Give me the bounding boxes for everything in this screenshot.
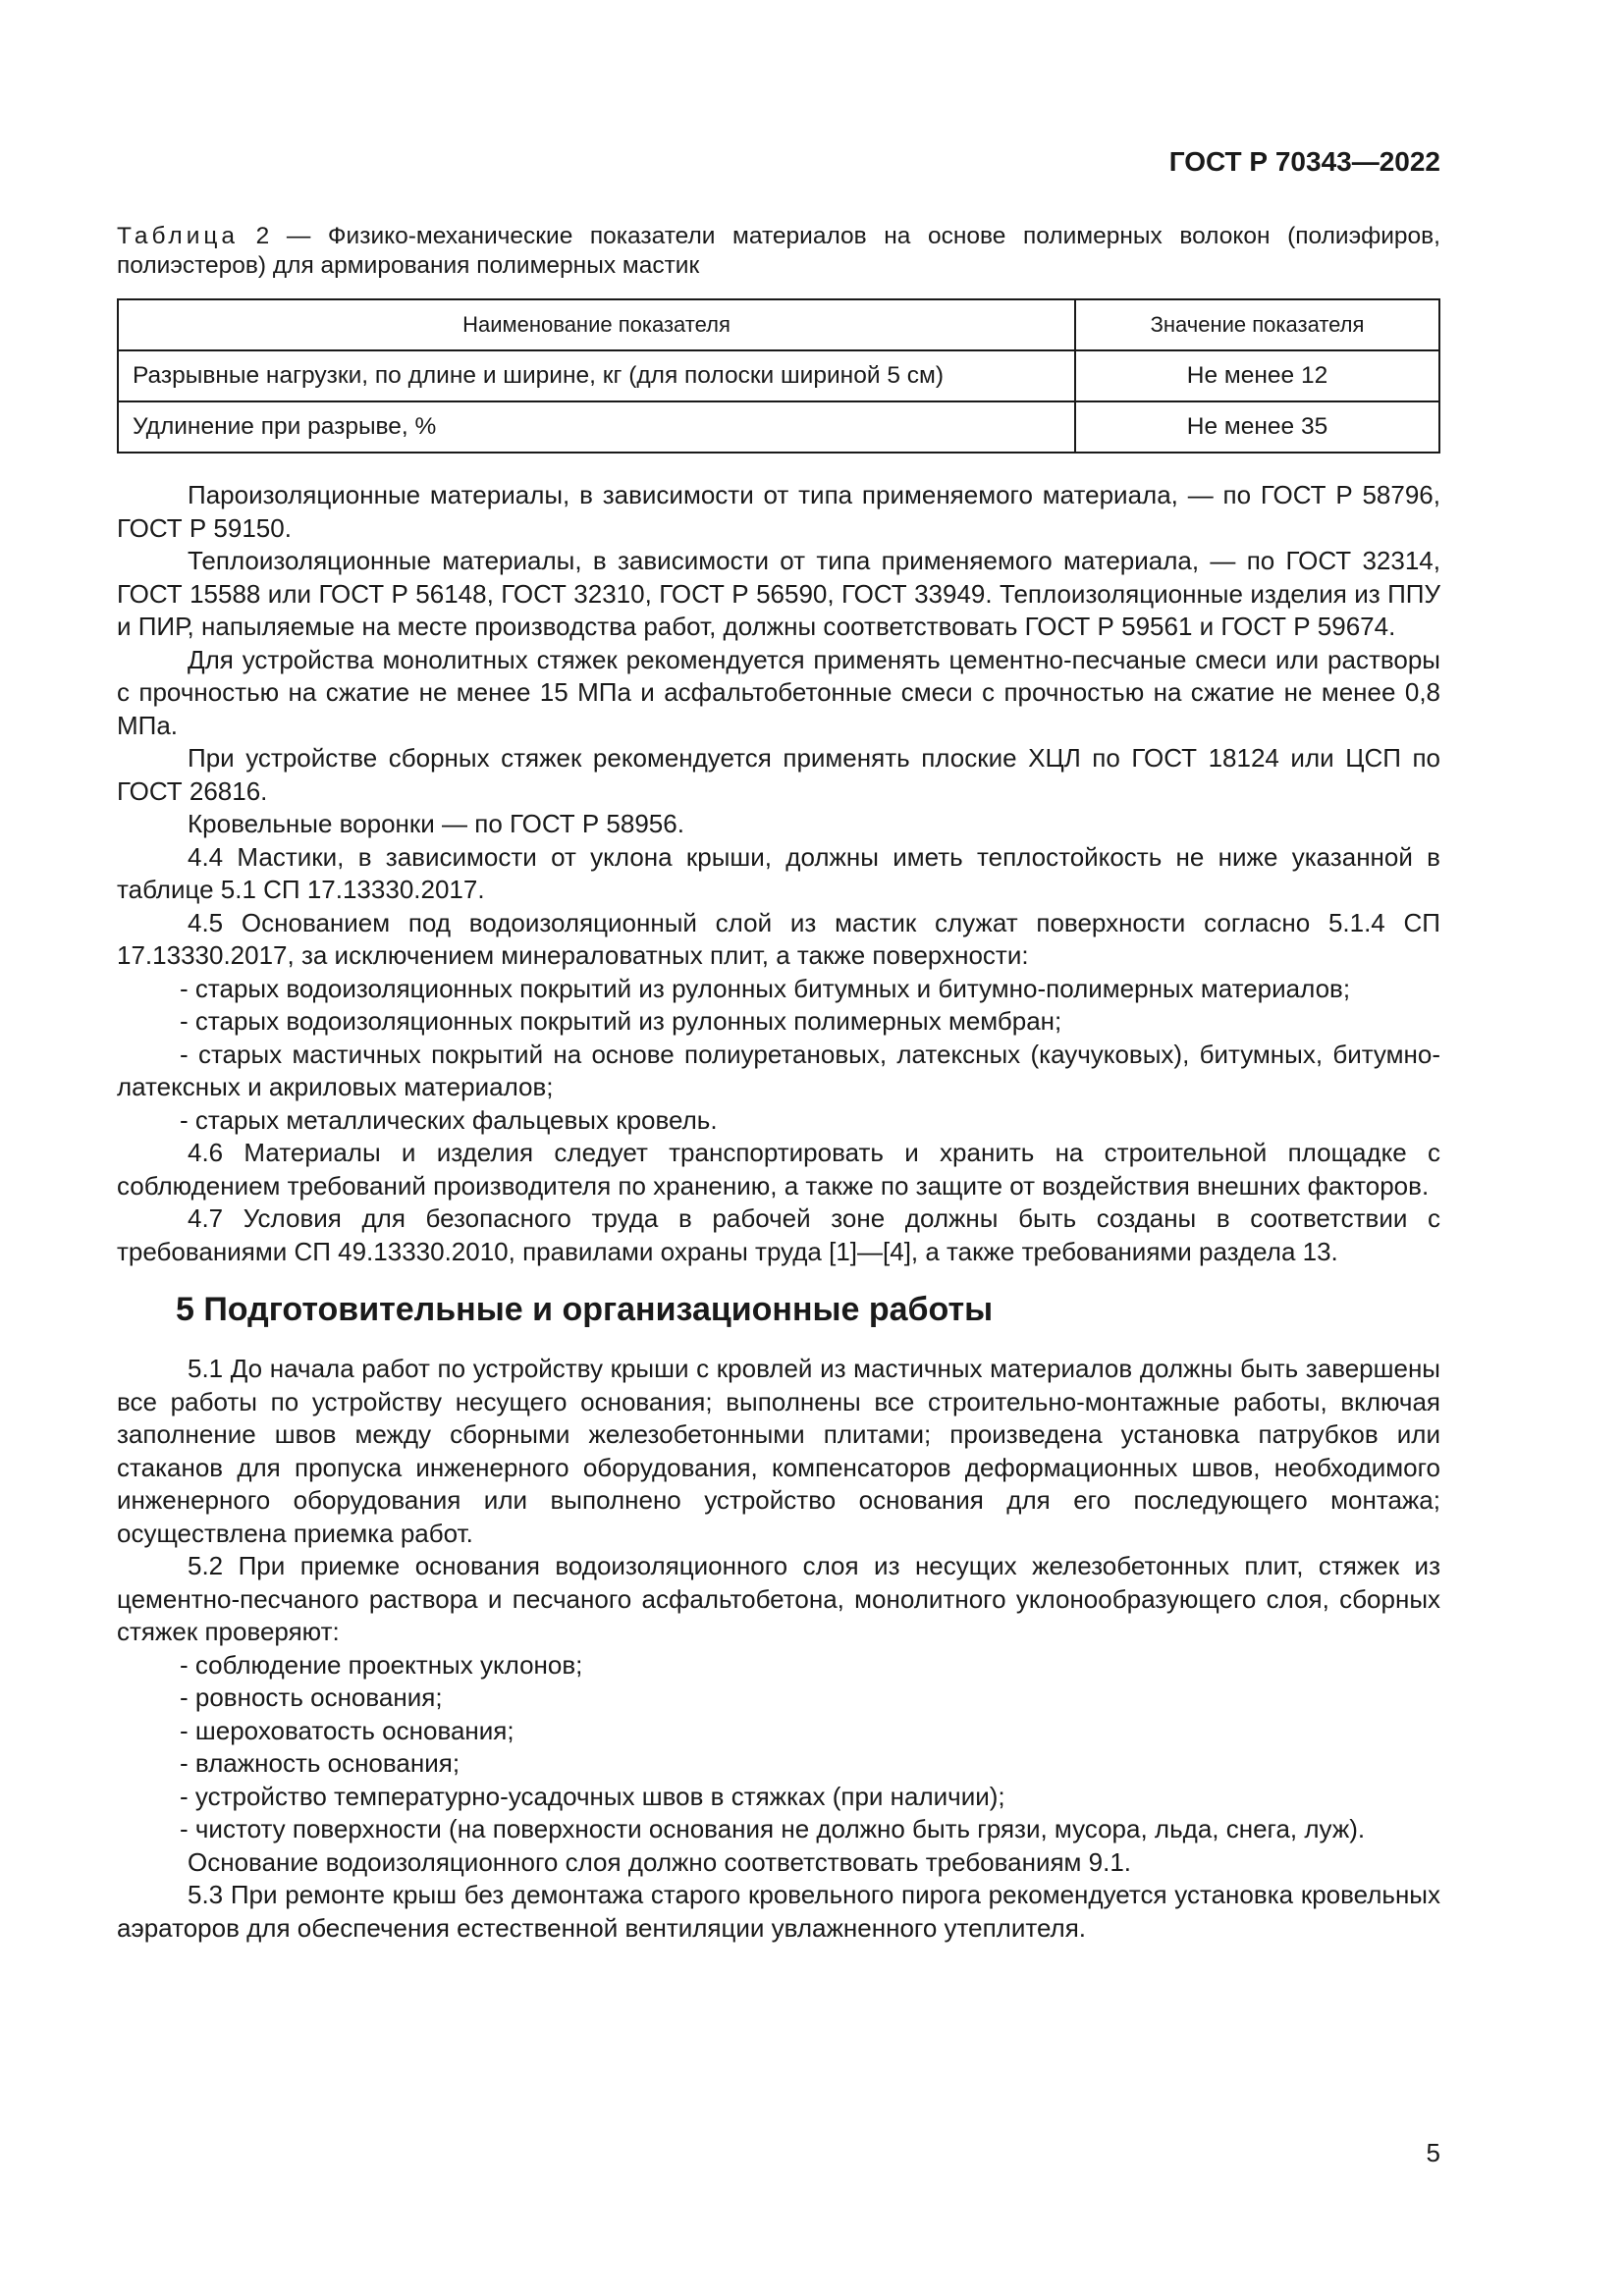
list-item: - соблюдение проектных уклонов; xyxy=(180,1649,583,1680)
list-item: - старых водоизоляционных покрытий из рулонных полимерных мембран; xyxy=(180,1006,1062,1036)
paragraph: 5.1 До начала работ по устройству крыши с кровлей из мастичных материалов должны быть завершены все работы по устройству несущего основания; выполнены все строительно-монтажные работы, включая заполнение швов между сборными железобетонными плитами; произведена установка патрубков или стаканов для пропуска инженерного оборудования, компенсаторов деформационных швов, необходимого инженерного оборудования или выполнено устройство основания для его последующего монтажа; осуществлена приемка работ. xyxy=(117,1354,1440,1548)
table-row xyxy=(118,401,1439,453)
page-number: 5 xyxy=(1426,2138,1440,2167)
section-heading: 5 Подготовительные и организационные работы xyxy=(176,1291,994,1328)
list-item: - влажность основания; xyxy=(180,1748,460,1778)
document-code-header: ГОСТ Р 70343—2022 xyxy=(1168,146,1440,177)
paragraph: 4.7 Условия для безопасного труда в рабочей зоне должны быть созданы в соответствии с требованиями СП 49.13330.2010, правилами охраны труда [1]—[4], а также требованиями раздела 13. xyxy=(117,1203,1440,1266)
paragraph: 5.3 При ремонте крыш без демонтажа старого кровельного пирога рекомендуется установка кровельных аэраторов для обеспечения естественной вентиляции увлажненного утеплителя. xyxy=(117,1880,1440,1943)
paragraph: 4.6 Материалы и изделия следует транспортировать и хранить на строительной площадке с соблюдением требований производителя по хранению, а также по защите от воздействия внешних факторов. xyxy=(117,1138,1440,1201)
list-item: - устройство температурно-усадочных швов в стяжках (при наличии); xyxy=(180,1781,1005,1811)
paragraph: Теплоизоляционные материалы, в зависимости от типа применяемого материала, — по ГОСТ 32314, ГОСТ 15588 или ГОСТ Р 56148, ГОСТ 32310, ГОСТ Р 56590, ГОСТ 33949. Теплоизоляционные изделия из ППУ и ПИР, напыляемые на месте производства работ, должны соответствовать ГОСТ Р 59561 и ГОСТ Р 59674. xyxy=(117,546,1440,641)
paragraph: 4.4 Мастики, в зависимости от уклона крыши, должны иметь теплостойкость не ниже указанной в таблице 5.1 СП 17.13330.2017. xyxy=(117,841,1440,904)
list-item: - чистоту поверхности (на поверхности основания не должно быть грязи, мусора, льда, снега, луж). xyxy=(180,1814,1366,1843)
indicators-table xyxy=(117,298,1440,454)
paragraph: 4.5 Основанием под водоизоляционный слой из мастик служат поверхности согласно 5.1.4 СП 17.13330.2017, за исключением минераловатных плит, а также поверхности: xyxy=(117,907,1440,970)
table-cell: Разрывные нагрузки, по длине и ширине, кг (для полоски шириной 5 см) xyxy=(118,350,1075,401)
table-header-cell: Значение показателя xyxy=(1075,299,1439,350)
table-caption xyxy=(117,222,1440,281)
paragraph: Пароизоляционные материалы, в зависимости от типа применяемого материала, — по ГОСТ Р 58796, ГОСТ Р 59150. xyxy=(117,480,1440,543)
paragraph: Основание водоизоляционного слоя должно соответствовать требованиям 9.1. xyxy=(188,1846,1132,1877)
table-cell: Не менее 35 xyxy=(1075,401,1439,453)
table-cell: Не менее 12 xyxy=(1075,350,1439,401)
list-item: - старых водоизоляционных покрытий из рулонных битумных и битумно-полимерных материалов; xyxy=(180,973,1351,1003)
table-caption-label: Таблица xyxy=(117,223,240,249)
paragraph: Кровельные воронки — по ГОСТ Р 58956. xyxy=(188,809,684,838)
table-header-cell: Наименование показателя xyxy=(118,299,1075,350)
list-item: - ровность основания; xyxy=(180,1682,443,1712)
table-caption-text: 2 — Физико-механические показатели материалов на основе полимерных волокон (полиэфиров, полиэстеров) для армирования полимерных мастик xyxy=(117,223,1440,279)
list-item: - шероховатость основания; xyxy=(180,1715,514,1745)
paragraph: 5.2 При приемке основания водоизоляционного слоя из несущих железобетонных плит, стяжек из цементно-песчаного раствора и песчаного асфальтобетона, монолитного уклонообразующего слоя, сборных стяжек проверяют: xyxy=(117,1551,1440,1646)
page-content xyxy=(117,222,1440,1945)
list-item: - старых металлических фальцевых кровель. xyxy=(180,1104,718,1135)
list-item: - старых мастичных покрытий на основе полиуретановых, латексных (каучуковых), битумных, битумно-латексных и акриловых материалов; xyxy=(117,1039,1440,1101)
table-cell: Удлинение при разрыве, % xyxy=(118,401,1075,453)
paragraph: Для устройства монолитных стяжек рекомендуется применять цементно-песчаные смеси или растворы с прочностью на сжатие не менее 15 МПа и асфальтобетонные смеси с прочностью на сжатие не менее 0,8 МПа. xyxy=(117,644,1440,740)
table-header-row xyxy=(118,299,1439,350)
paragraph: При устройстве сборных стяжек рекомендуется применять плоские ХЦЛ по ГОСТ 18124 или ЦСП по ГОСТ 26816. xyxy=(117,743,1440,806)
table-row xyxy=(118,350,1439,401)
